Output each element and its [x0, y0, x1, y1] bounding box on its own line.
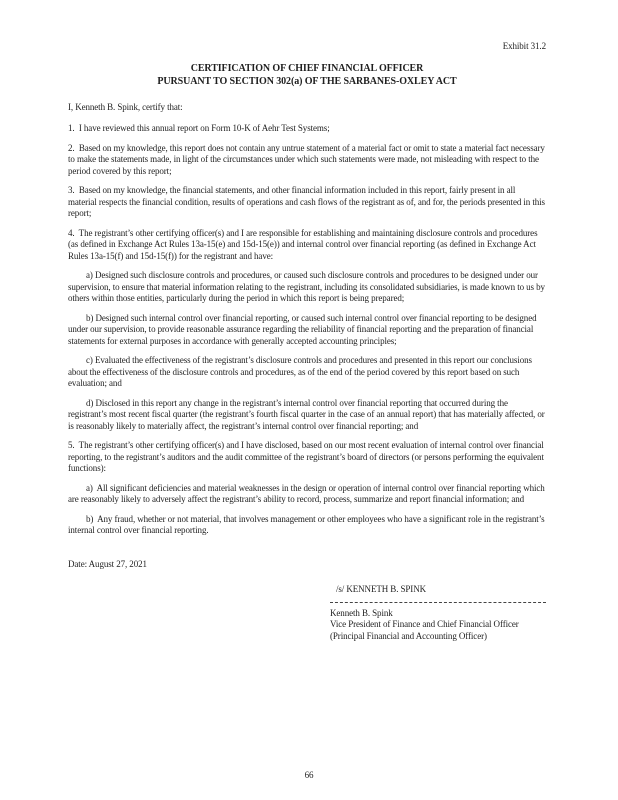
paragraph-4c: c) Evaluated the effectiveness of the registrant’s disclosure controls and procedures and presented in this report our conclusions about the effectiveness of the disclosure controls and procedures, as of the end of the period covered by this report based on such evaluation; and — [68, 355, 532, 388]
paragraph-5a: a) All significant deficiencies and material weaknesses in the design or operation of internal control over financial reporting which are reasonably likely to adversely affect the registrant’s ability to record, process, summarize and report financial information; and — [68, 482, 545, 504]
date-line: Date: August 27, 2021 — [68, 558, 147, 569]
signature-rule — [330, 601, 546, 603]
signature-conformed-name: /s/ KENNETH B. SPINK — [336, 584, 427, 594]
signature-title-line-1: Vice President of Finance and Chief Financial Officer — [330, 619, 519, 629]
exhibit-label: Exhibit 31.2 — [502, 41, 546, 51]
page-number: 66 — [304, 769, 314, 780]
paragraph-2: 2. Based on my knowledge, this report does not contain any untrue statement of a material fact or omit to state a material fact necessary to make the statements made, in light of the circumstances under which such statements were made, not misleading with respect to the period covered by this report; — [68, 142, 545, 176]
title-line-2: PURSUANT TO SECTION 302(a) OF THE SARBANES-OXLEY ACT — [157, 75, 457, 87]
signature-title-line-2: (Principal Financial and Accounting Officer) — [330, 630, 487, 641]
paragraph-1: 1. I have reviewed this annual report on Form 10-K of Aehr Test Systems; — [68, 123, 330, 133]
paragraph-5: 5. The registrant’s other certifying officer(s) and I have disclosed, based on our most recent evaluation of internal control over financial reporting, to the registrant’s auditors and the audit committee of the registrant’s board of directors (or persons performing the equivalent functions): — [68, 440, 544, 473]
signature-printed-name: Kenneth B. Spink — [330, 607, 393, 618]
signature-block — [330, 584, 546, 642]
paragraph-5b: b) Any fraud, whether or not material, that involves management or other employees who have a significant role in the registrant’s internal control over financial reporting. — [68, 513, 545, 535]
paragraph-4: 4. The registrant’s other certifying officer(s) and I are responsible for establishing and maintaining disclosure controls and procedures (as defined in Exchange Act Rules 13a-15(e) and 15d-15(e)) and internal control over financial reporting (as defined in Exchange Act Rules 13a-15(f) and 15d-15(f)) for the registrant and have: — [68, 227, 538, 261]
paragraph-4d: d) Disclosed in this report any change in the registrant’s internal control over financial reporting that occurred during the registrant’s most recent fiscal quarter (the registrant’s fourth fiscal quarter in the case of an annual report) that has materially affected, or is reasonably likely to materially affect, the registrant’s internal control over financial reporting; and — [68, 397, 545, 431]
certification-body — [68, 123, 546, 537]
document-title — [68, 62, 546, 88]
certify-intro-line: I, Kenneth B. Spink, certify that: — [68, 101, 183, 112]
paragraph-3: 3. Based on my knowledge, the financial statements, and other financial information included in this report, fairly present in all material respects the financial condition, results of operations and cash flows of the registrant as of, and for, the periods presented in this report; — [68, 185, 545, 218]
title-line-1: CERTIFICATION OF CHIEF FINANCIAL OFFICER — [190, 62, 424, 74]
paragraph-4a: a) Designed such disclosure controls and procedures, or caused such disclosure controls and procedures to be designed under our supervision, to ensure that material information relating to the registrant, including its consolidated subsidiaries, is made known to us by others within those entities, particularly during the period in which this report is being prepared; — [68, 270, 545, 303]
paragraph-4b: b) Designed such internal control over financial reporting, or caused such internal control over financial reporting to be designed under our supervision, to provide reasonable assurance regarding the reliability of financial reporting and the preparation of financial statements for external purposes in accordance with generally accepted accounting principles; — [68, 312, 537, 346]
